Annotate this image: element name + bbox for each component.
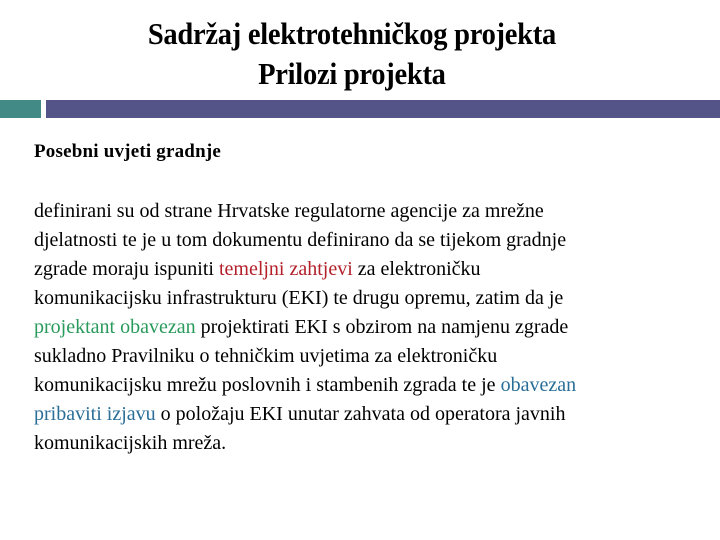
highlighted-text-blue: pribaviti izjavu [34, 403, 156, 425]
body-line [34, 197, 714, 226]
body-line [34, 400, 714, 429]
body-text-segment: zgrade moraju ispuniti [34, 258, 219, 280]
body-line [34, 429, 714, 458]
accent-square [0, 100, 41, 118]
body-line [34, 284, 714, 313]
body-text-segment: djelatnosti te je u tom dokumentu definirano da se tijekom gradnje [34, 229, 567, 251]
highlighted-text-red: temeljni zahtjevi [218, 258, 353, 280]
body-text-segment: komunikacijskih mreža. [34, 432, 227, 454]
body-text-segment: sukladno Pravilniku o tehničkim uvjetima za elektroničku [34, 345, 498, 367]
accent-bar [46, 100, 720, 118]
slide-title [0, 14, 704, 94]
body-line [34, 313, 714, 342]
body-text-segment: komunikacijsku infrastrukturu (EKI) te drugu opremu, zatim da je [34, 287, 564, 309]
highlighted-text-green: projektant obavezan [34, 316, 196, 338]
body-text-segment: o položaju EKI unutar zahvata od operatora javnih [155, 403, 566, 425]
body-text-segment: za elektroničku [352, 258, 481, 280]
body-line [34, 255, 714, 284]
body-text-segment: komunikacijsku mrežu poslovnih i stambenih zgrada te je [34, 374, 501, 396]
highlighted-text-blue: obavezan [500, 374, 577, 396]
body-line [34, 371, 714, 400]
slide-title-line-1: Sadržaj elektrotehničkog projekta [147, 16, 556, 51]
body-text-segment: definirani su od strane Hrvatske regulatorne agencije za mrežne [34, 200, 544, 222]
body-line [34, 226, 714, 255]
body-paragraph [34, 197, 714, 458]
section-heading: Posebni uvjeti gradnje [34, 141, 222, 162]
body-line [34, 342, 714, 371]
body-text-segment: projektirati EKI s obzirom na namjenu zgrade [195, 316, 569, 338]
slide-title-line-2: Prilozi projekta [258, 56, 446, 91]
